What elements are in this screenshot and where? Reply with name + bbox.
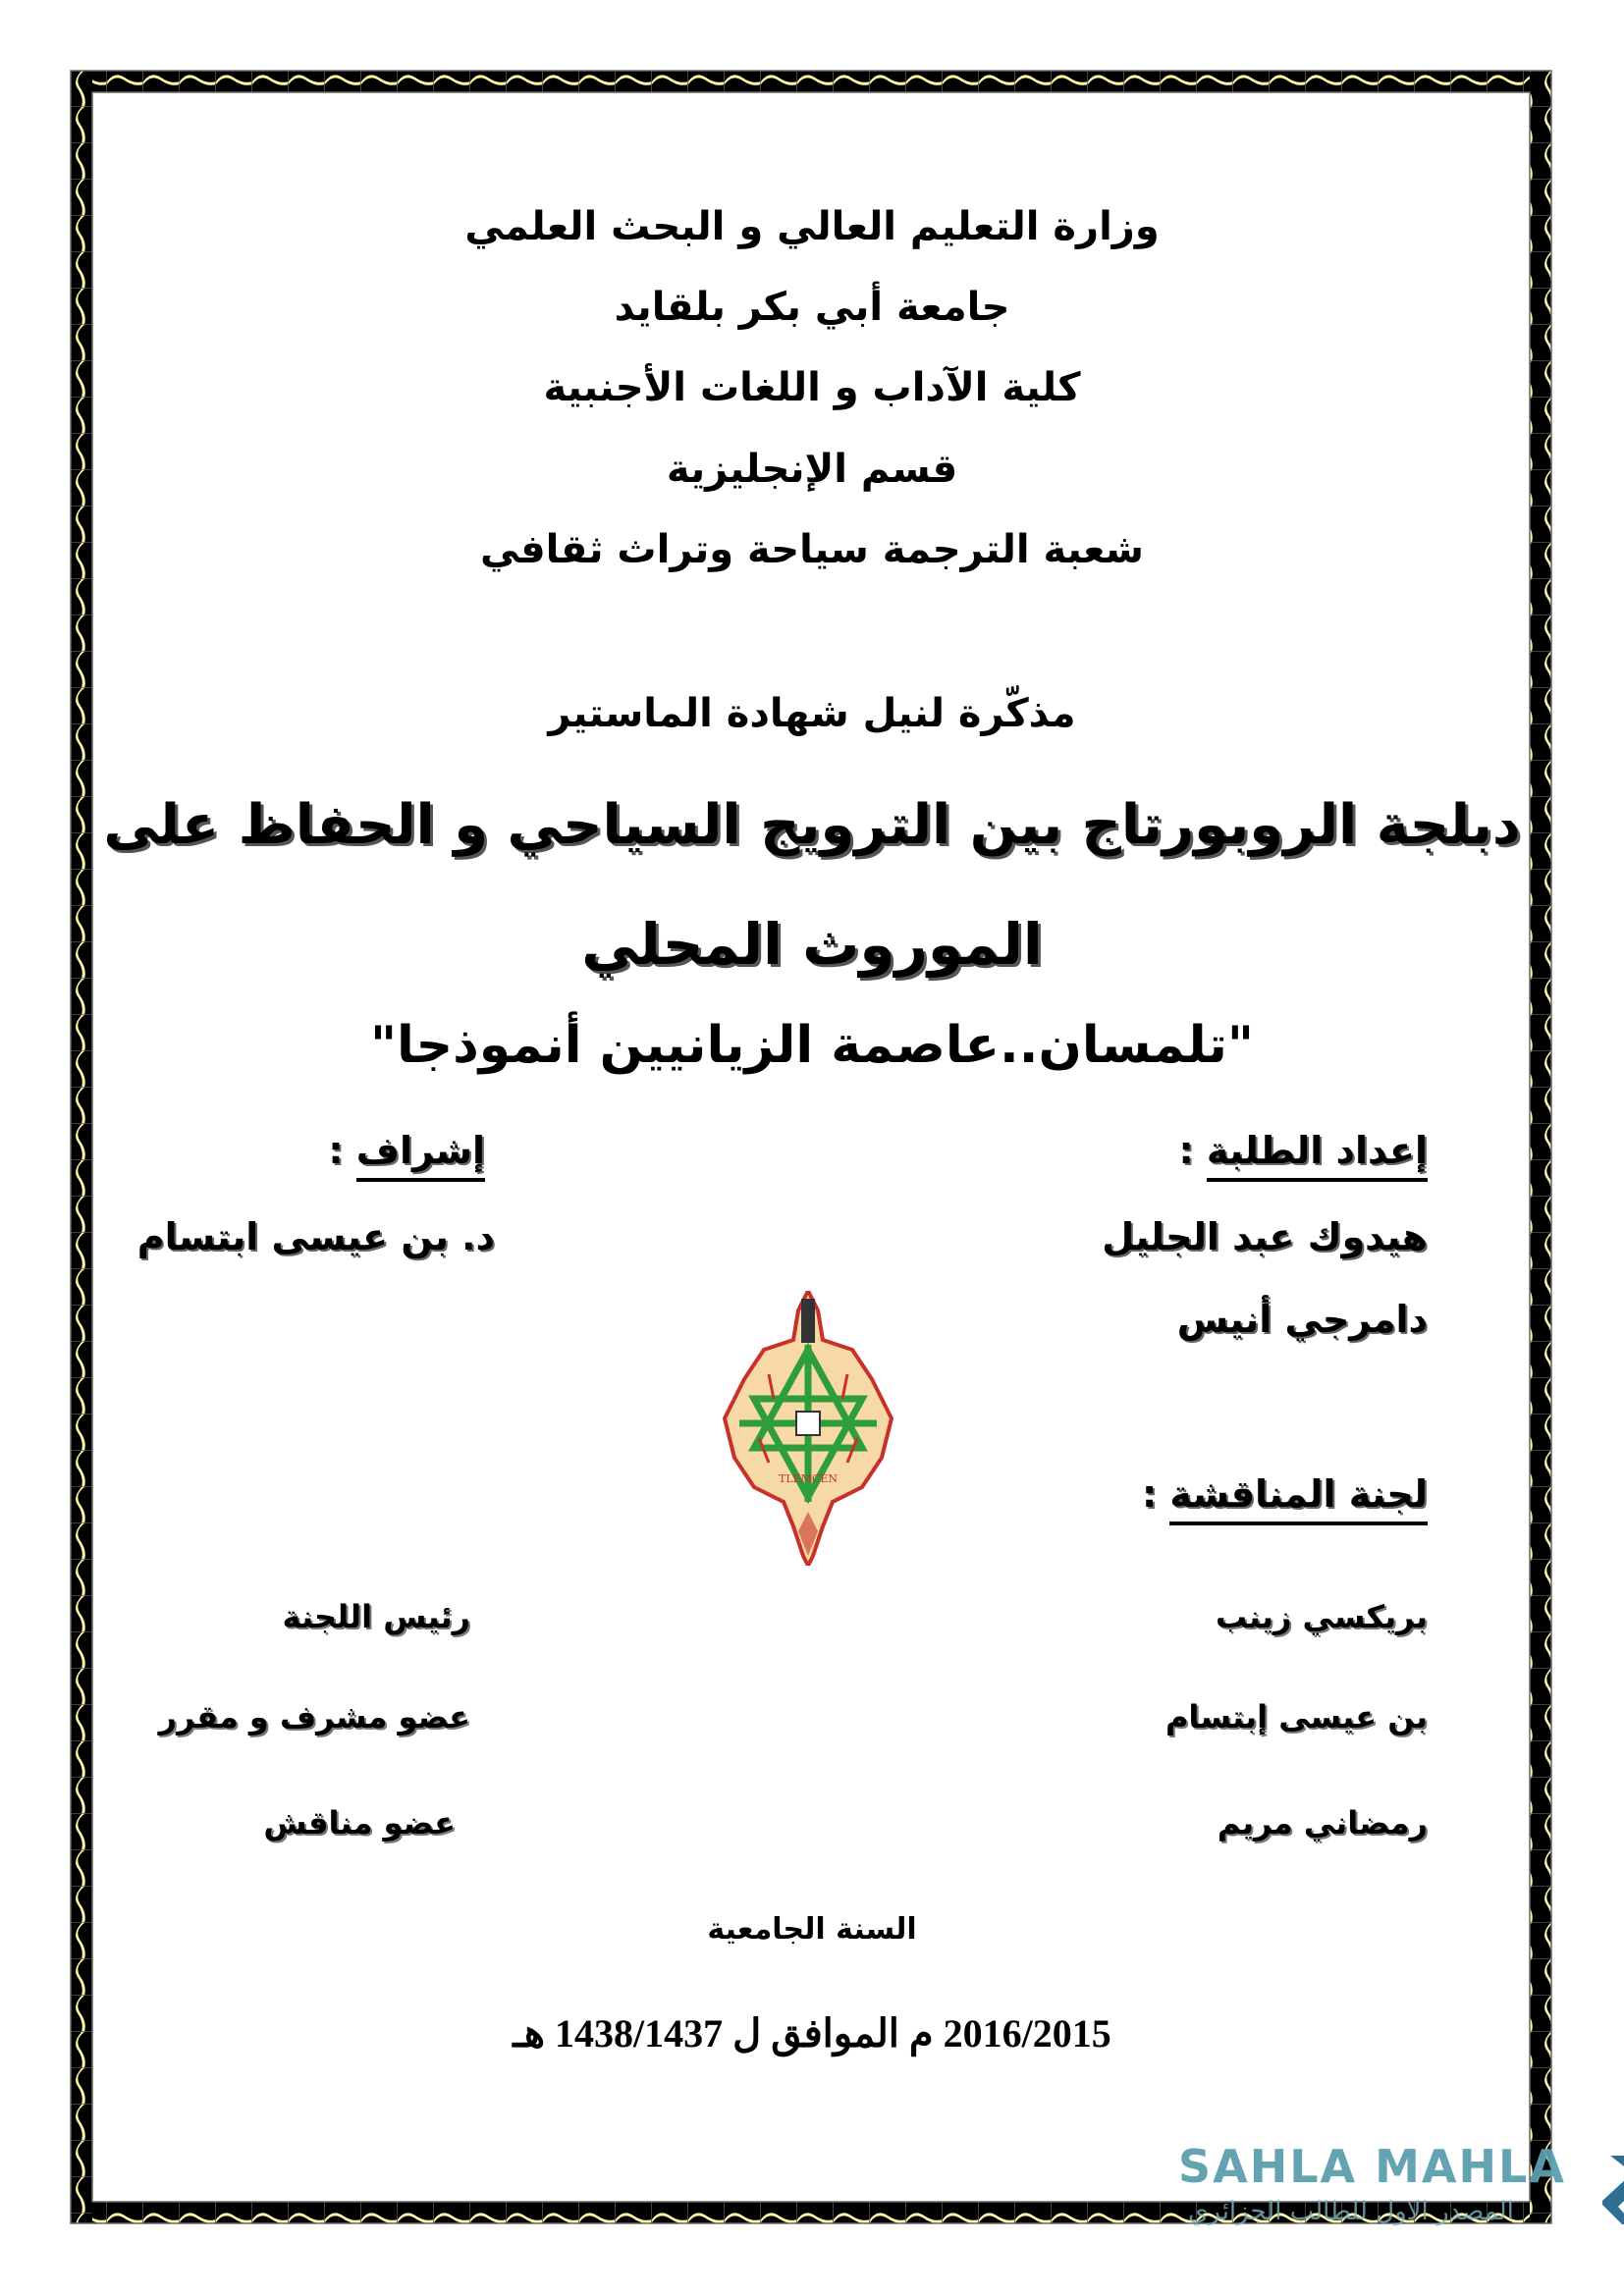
department-name: قسم الإنجليزية	[666, 447, 958, 492]
watermark-brand: SAHLA MAHLA	[1178, 2140, 1566, 2193]
committee-heading-label: لجنة المناقشة	[1169, 1472, 1428, 1525]
sahla-mahla-logo-icon	[1598, 2122, 1624, 2230]
supervisor-name: د. بن عيسى ابتسام	[136, 1215, 495, 1258]
ministry-name: وزارة التعليم العالي و البحث العلمي	[464, 204, 1160, 249]
branch-name: شعبة الترجمة سياحة وتراث ثقافي	[480, 527, 1144, 572]
supervision-heading	[328, 1129, 485, 1172]
watermark-tagline: المصدر الاول للطالب الجزائري	[1188, 2197, 1514, 2226]
committee-member-role: رئيس اللجنة	[282, 1598, 470, 1635]
committee-member-role: عضو مناقش	[263, 1804, 456, 1842]
colon: :	[328, 1129, 344, 1172]
students-heading-label: إعداد الطلبة	[1207, 1129, 1428, 1182]
committee-member-role: عضو مشرف و مقرر	[158, 1698, 470, 1735]
memoir-label: مذكّرة لنيل شهادة الماستير	[548, 691, 1076, 736]
thesis-title-line-2: الموروث المحلي	[581, 911, 1043, 978]
supervision-heading-label: إشراف	[356, 1129, 485, 1182]
university-logo	[715, 1291, 901, 1566]
university-name: جامعة أبي بكر بلقايد	[614, 285, 1010, 330]
thesis-subtitle: "تلمسان..عاصمة الزيانيين أنموذجا"	[369, 1016, 1255, 1075]
committee-heading	[1142, 1472, 1428, 1516]
colon: :	[1141, 1472, 1158, 1516]
academic-year-label: السنة الجامعية	[707, 1912, 917, 1947]
academic-year-value: 2016/2015 م الموافق ل 1438/1437 هـ	[513, 2011, 1111, 2056]
committee-member-name: رمضاني مريم	[1217, 1804, 1428, 1842]
committee-member-name: بن عيسى إبتسام	[1164, 1698, 1428, 1735]
students-heading	[1178, 1129, 1428, 1172]
student-name: هيدوك عبد الجليل	[1102, 1215, 1428, 1258]
student-name: دامرجي أنيس	[1176, 1298, 1428, 1341]
logo-text: TLEMCEN	[778, 1472, 839, 1485]
faculty-name: كلية الآداب و اللغات الأجنبية	[543, 365, 1081, 410]
committee-member-name: بريكسي زينب	[1216, 1598, 1428, 1635]
thesis-title-line-1: دبلجة الروبورتاج بين الترويج السياحي و الحفاظ على	[103, 793, 1521, 857]
colon: :	[1178, 1129, 1194, 1172]
